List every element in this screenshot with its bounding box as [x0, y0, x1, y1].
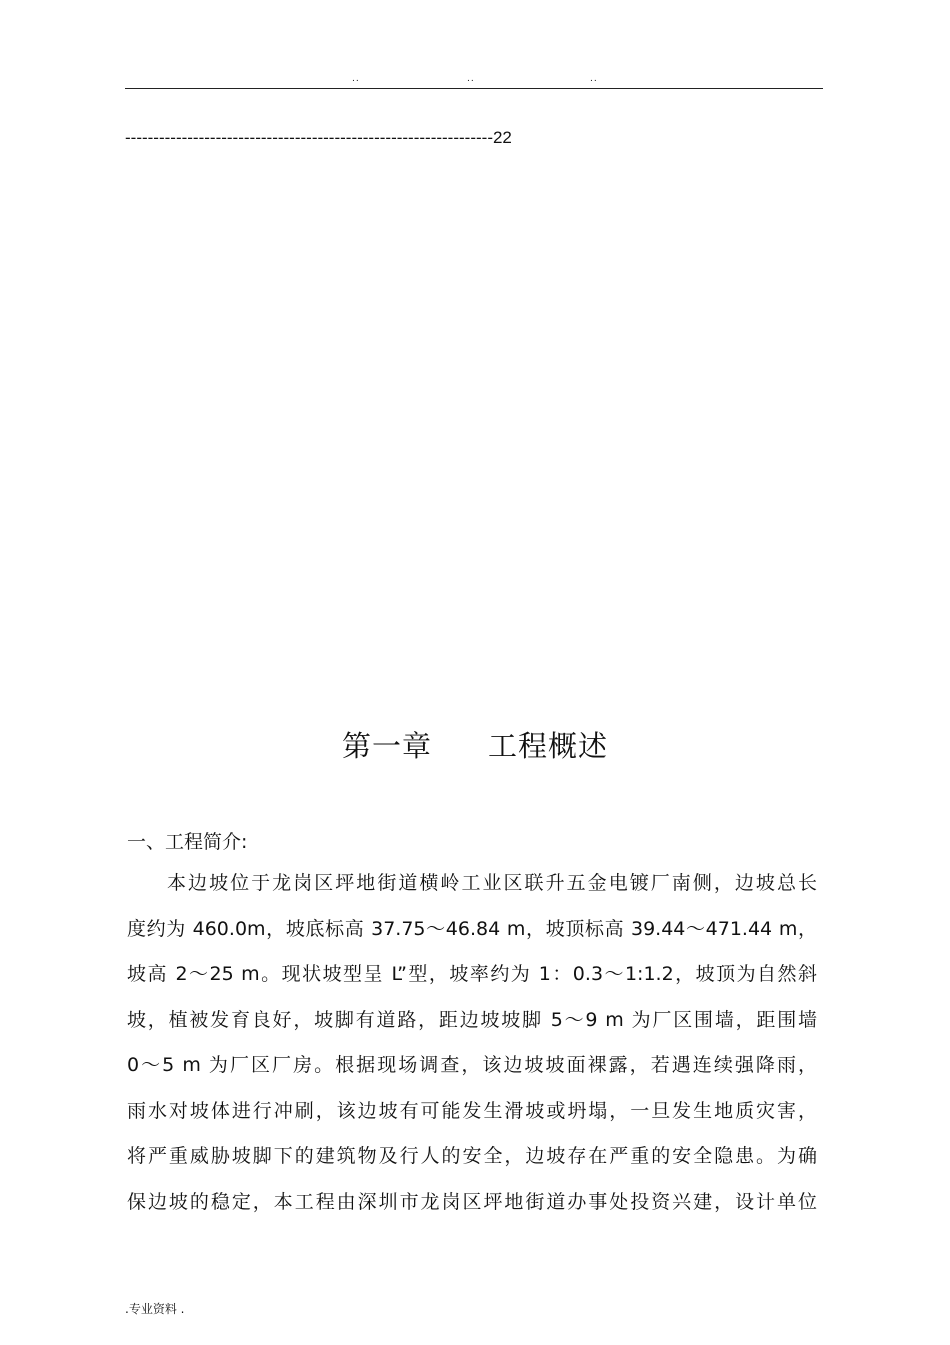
header-rule — [125, 88, 823, 89]
paragraph-line: 坡高 2～25 m。现状坡型呈 L”型，坡率约为 1：0.3～1:1.2，坡顶为自然斜 — [127, 963, 817, 985]
paragraph-line: 0～5 m 为厂区厂房。根据现场调查，该边坡坡面裸露，若遇连续强降雨， — [127, 1054, 817, 1076]
header-dot-2: .. — [467, 74, 475, 84]
paragraph-line: 将严重威胁坡脚下的建筑物及行人的安全，边坡存在严重的安全隐患。为确 — [127, 1145, 817, 1167]
body-paragraph — [127, 864, 817, 1228]
header-dots — [0, 74, 950, 86]
chapter-name: 工程概述 — [488, 729, 609, 763]
chapter-number: 第一章 — [341, 729, 432, 763]
paragraph-line: 保边坡的稳定，本工程由深圳市龙岗区坪地街道办事处投资兴建，设计单位 — [127, 1190, 817, 1213]
toc-leader-line: -----------------------------------------------------------------22 — [125, 128, 512, 147]
header-dot-3: .. — [590, 74, 598, 84]
paragraph-line: 雨水对坡体进行冲刷，该边坡有可能发生滑坡或坍塌，一旦发生地质灾害， — [127, 1099, 817, 1122]
page-footer: .专业资料 . — [125, 1302, 185, 1316]
chapter-title — [0, 724, 950, 765]
paragraph-line: 坡，植被发育良好，坡脚有道路，距边坡坡脚 5～9 m 为厂区围墙，距围墙 — [127, 1008, 817, 1031]
paragraph-line: 度约为 460.0m，坡底标高 37.75～46.84 m，坡顶标高 39.44～471.44 m， — [127, 917, 817, 940]
paragraph-line: 本边坡位于龙岗区坪地街道横岭工业区联升五金电镀厂南侧，边坡总长 — [167, 872, 817, 894]
header-dot-1: .. — [352, 74, 360, 84]
section-heading: 一、工程简介: — [127, 831, 248, 853]
